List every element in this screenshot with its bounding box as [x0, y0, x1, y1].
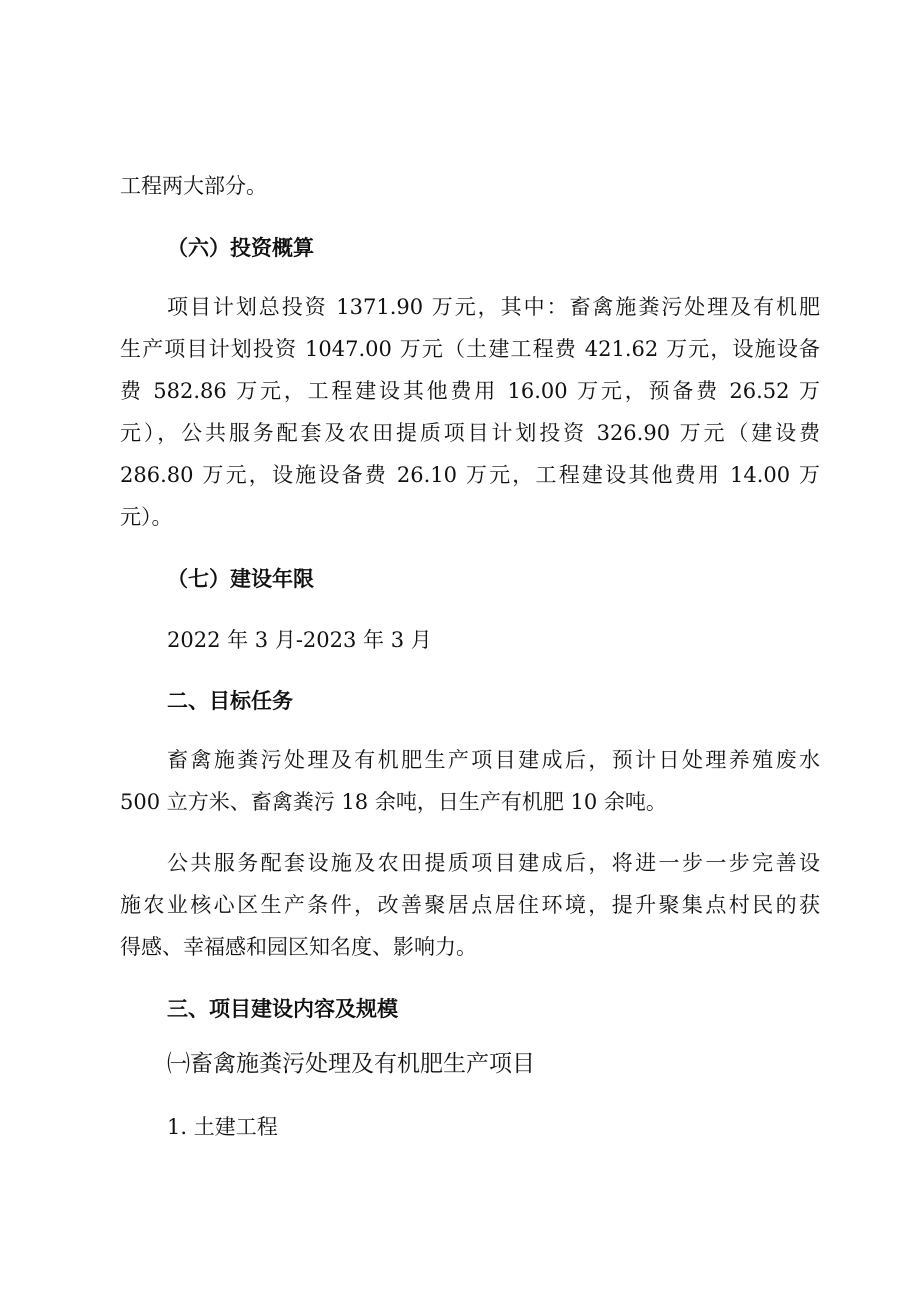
goals-p2-line-2: 施农业核心区生产条件，改善聚居点居住环境，提升聚集点村民的获: [120, 893, 820, 917]
investment-line-2: 生产项目计划投资 1047.00 万元（土建工程费 421.62 万元，设施设备: [120, 337, 820, 361]
construction-period: 2022 年 3 月-2023 年 3 月: [167, 628, 432, 652]
goals-p1-line-1: 畜禽施粪污处理及有机肥生产项目建成后，预计日处理养殖废水: [167, 748, 820, 772]
investment-line-4: 元），公共服务配套及农田提质项目计划投资 326.90 万元（建设费: [120, 421, 820, 445]
goals-p2-line-3: 得感、幸福感和园区知名度、影响力。: [120, 935, 477, 959]
investment-line-6: 元）。: [120, 505, 173, 529]
investment-line-5: 286.80 万元，设施设备费 26.10 万元，工程建设其他费用 14.00 万: [120, 463, 820, 487]
section-heading-goals: 二、目标任务: [167, 689, 293, 713]
section-heading-period: （七）建设年限: [167, 567, 314, 591]
investment-line-3: 费 582.86 万元，工程建设其他费用 16.00 万元，预备费 26.52 万: [120, 379, 820, 403]
list-item-civil-works: 1. 土建工程: [167, 1115, 278, 1139]
subsection-heading: ㈠畜禽施粪污处理及有机肥生产项目: [167, 1051, 535, 1077]
paragraph-line: 工程两大部分。: [120, 174, 267, 198]
goals-p1-line-2: 500 立方米、畜禽粪污 18 余吨，日生产有机肥 10 余吨。: [120, 790, 667, 814]
goals-p2-line-1: 公共服务配套设施及农田提质项目建成后，将进一步一步完善设: [167, 851, 820, 875]
investment-line-1: 项目计划总投资 1371.90 万元，其中：畜禽施粪污处理及有机肥: [167, 295, 820, 319]
section-heading-investment: （六）投资概算: [167, 236, 314, 260]
section-heading-content: 三、项目建设内容及规模: [167, 997, 398, 1021]
